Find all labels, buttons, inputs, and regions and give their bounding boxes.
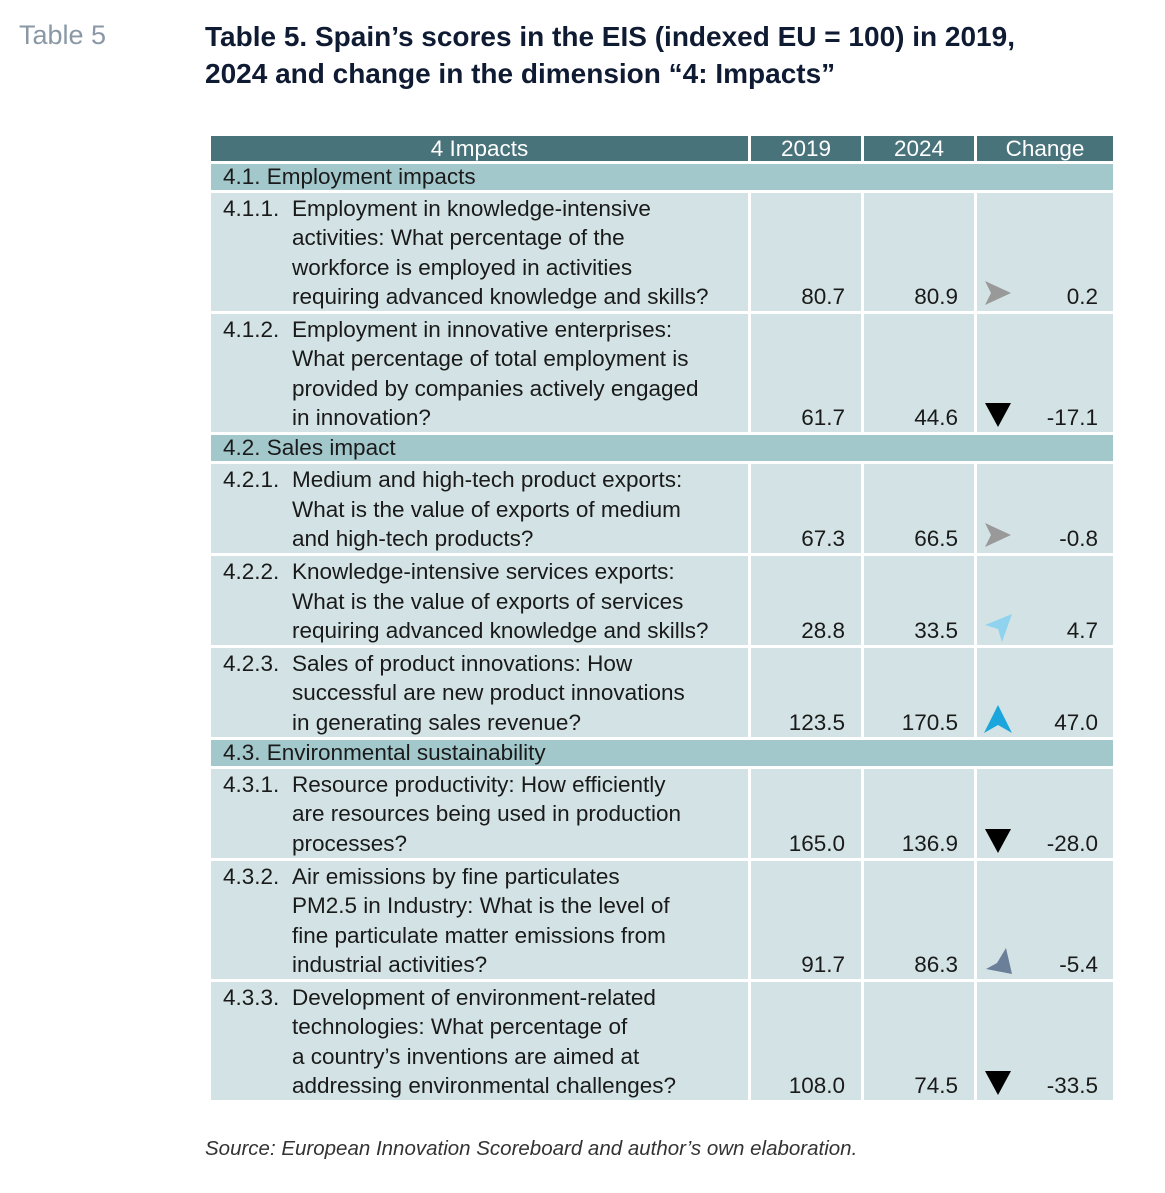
description-line: technologies: What percentage of xyxy=(292,1014,628,1040)
indicator-label xyxy=(223,770,738,858)
change-cell xyxy=(977,982,1113,1100)
table-row xyxy=(211,769,1113,858)
table-row xyxy=(211,648,1113,737)
description-line: processes? xyxy=(292,830,408,856)
change-value: -0.8 xyxy=(1059,526,1098,552)
table-row xyxy=(211,982,1113,1100)
value-2019: 91.7 xyxy=(751,861,861,979)
section-row xyxy=(211,164,1113,190)
value-2019: 61.7 xyxy=(751,314,861,432)
change-cell xyxy=(977,314,1113,432)
header-impacts: 4 Impacts xyxy=(211,136,748,161)
indicator-number: 4.2.1. xyxy=(223,467,280,493)
indicator-number: 4.1.1. xyxy=(223,196,280,221)
change-cell xyxy=(977,193,1113,311)
indicator-number: 4.3.2. xyxy=(223,863,280,889)
value-2019: 165.0 xyxy=(751,769,861,858)
indicator-cell xyxy=(211,861,748,979)
indicator-number: 4.2.3. xyxy=(223,651,280,677)
description-line: a country’s inventions are aimed at xyxy=(292,1043,640,1069)
value-2024: 80.9 xyxy=(864,193,974,311)
change-value: -5.4 xyxy=(1059,952,1098,978)
indicator-number: 4.3.3. xyxy=(223,985,280,1011)
description-line: provided by companies actively engaged xyxy=(292,375,699,401)
change-cell xyxy=(977,556,1113,645)
up-blue-icon xyxy=(982,703,1014,735)
value-2019: 123.5 xyxy=(751,648,861,737)
description-line: in innovation? xyxy=(292,405,431,431)
description-line: Employment in innovative enterprises: xyxy=(292,317,673,343)
indicator-cell xyxy=(211,464,748,553)
change-content xyxy=(977,945,1113,979)
description-line: What is the value of exports of medium xyxy=(292,496,681,522)
value-2024: 74.5 xyxy=(864,982,974,1100)
indicator-description xyxy=(292,983,738,1100)
description-line: Knowledge-intensive services exports: xyxy=(292,559,675,585)
value-2019: 28.8 xyxy=(751,556,861,645)
description-line: requiring advanced knowledge and skills? xyxy=(292,283,709,309)
table-body xyxy=(211,164,1113,1100)
header-2019: 2019 xyxy=(751,136,861,161)
header-change: Change xyxy=(977,136,1113,161)
indicator-description xyxy=(292,862,738,979)
indicator-number: 4.1.2. xyxy=(223,317,280,343)
table-title xyxy=(205,18,1135,92)
description-line: Development of environment-related xyxy=(292,985,656,1011)
down-left-slate-icon xyxy=(982,945,1014,977)
change-value: -17.1 xyxy=(1046,405,1098,431)
indicator-label xyxy=(223,465,738,553)
description-line: Employment in knowledge-intensive xyxy=(292,196,651,221)
description-line: successful are new product innovations xyxy=(292,680,685,706)
indicator-cell xyxy=(211,556,748,645)
table-row xyxy=(211,861,1113,979)
indicator-description xyxy=(292,315,738,432)
change-content xyxy=(977,824,1113,858)
change-content xyxy=(977,703,1113,737)
value-2024: 44.6 xyxy=(864,314,974,432)
header-2024: 2024 xyxy=(864,136,974,161)
down-black-icon xyxy=(982,824,1014,856)
up-right-lightblue-icon xyxy=(982,611,1014,643)
change-content xyxy=(977,1066,1113,1100)
indicator-cell xyxy=(211,982,748,1100)
change-content xyxy=(977,611,1113,645)
section-row xyxy=(211,435,1113,461)
description-line: and high-tech products? xyxy=(292,525,534,551)
description-line: addressing environmental challenges? xyxy=(292,1073,676,1099)
indicator-description xyxy=(292,465,738,553)
indicator-description xyxy=(292,770,738,858)
description-line: are resources being used in production xyxy=(292,801,681,827)
title-line-1: Table 5. Spain’s scores in the EIS (indexed EU = 100) in 2019, xyxy=(205,21,1015,52)
value-2019: 80.7 xyxy=(751,193,861,311)
indicator-label xyxy=(223,649,738,737)
indicator-label xyxy=(223,194,738,311)
down-black-icon xyxy=(982,398,1014,430)
table-row xyxy=(211,556,1113,645)
value-2024: 33.5 xyxy=(864,556,974,645)
description-line: Resource productivity: How efficiently xyxy=(292,772,666,798)
change-value: -28.0 xyxy=(1046,830,1098,856)
indicator-number: 4.2.2. xyxy=(223,559,280,585)
value-2024: 136.9 xyxy=(864,769,974,858)
change-value: 4.7 xyxy=(1066,618,1098,644)
indicator-label xyxy=(223,862,738,979)
description-line: industrial activities? xyxy=(292,951,488,977)
source-note: Source: European Innovation Scoreboard and author’s own elaboration. xyxy=(205,1137,858,1160)
description-line: Medium and high-tech product exports: xyxy=(292,467,683,493)
indicator-label xyxy=(223,557,738,645)
indicator-label xyxy=(223,315,738,432)
value-2024: 66.5 xyxy=(864,464,974,553)
impacts-table xyxy=(208,133,1116,1103)
indicator-description xyxy=(292,194,738,311)
right-gray-icon xyxy=(982,519,1014,551)
value-2024: 170.5 xyxy=(864,648,974,737)
change-value: -33.5 xyxy=(1046,1073,1098,1099)
title-line-2: 2024 and change in the dimension “4: Impacts” xyxy=(205,58,836,89)
indicator-number: 4.3.1. xyxy=(223,772,280,798)
table-row xyxy=(211,314,1113,432)
table-row xyxy=(211,464,1113,553)
change-content xyxy=(977,277,1113,311)
description-line: in generating sales revenue? xyxy=(292,709,581,735)
description-line: Sales of product innovations: How xyxy=(292,651,633,677)
section-row xyxy=(211,740,1113,766)
description-line: What is the value of exports of services xyxy=(292,588,684,614)
table-row xyxy=(211,193,1113,311)
indicator-cell xyxy=(211,314,748,432)
change-value: 0.2 xyxy=(1066,284,1098,310)
change-content xyxy=(977,398,1113,432)
description-line: Air emissions by fine particulates xyxy=(292,863,620,889)
change-content xyxy=(977,519,1113,553)
description-line: workforce is employed in activities xyxy=(292,254,633,280)
value-2024: 86.3 xyxy=(864,861,974,979)
description-line: requiring advanced knowledge and skills? xyxy=(292,617,709,643)
down-black-icon xyxy=(982,1066,1014,1098)
indicator-cell xyxy=(211,769,748,858)
description-line: PM2.5 in Industry: What is the level of xyxy=(292,893,670,919)
value-2019: 67.3 xyxy=(751,464,861,553)
value-2019: 108.0 xyxy=(751,982,861,1100)
change-cell xyxy=(977,861,1113,979)
description-line: activities: What percentage of the xyxy=(292,225,625,251)
section-title: 4.1. Employment impacts xyxy=(211,164,1113,190)
change-cell xyxy=(977,464,1113,553)
change-cell xyxy=(977,648,1113,737)
change-cell xyxy=(977,769,1113,858)
table-header-row xyxy=(211,136,1113,161)
section-title: 4.2. Sales impact xyxy=(211,435,1113,461)
table-side-label: Table 5 xyxy=(19,20,107,50)
description-line: fine particulate matter emissions from xyxy=(292,922,666,948)
indicator-label xyxy=(223,983,738,1100)
right-gray-icon xyxy=(982,277,1014,309)
indicator-description xyxy=(292,557,738,645)
indicator-cell xyxy=(211,193,748,311)
change-value: 47.0 xyxy=(1054,710,1098,736)
description-line: What percentage of total employment is xyxy=(292,346,689,372)
section-title: 4.3. Environmental sustainability xyxy=(211,740,1113,766)
indicator-cell xyxy=(211,648,748,737)
indicator-description xyxy=(292,649,738,737)
